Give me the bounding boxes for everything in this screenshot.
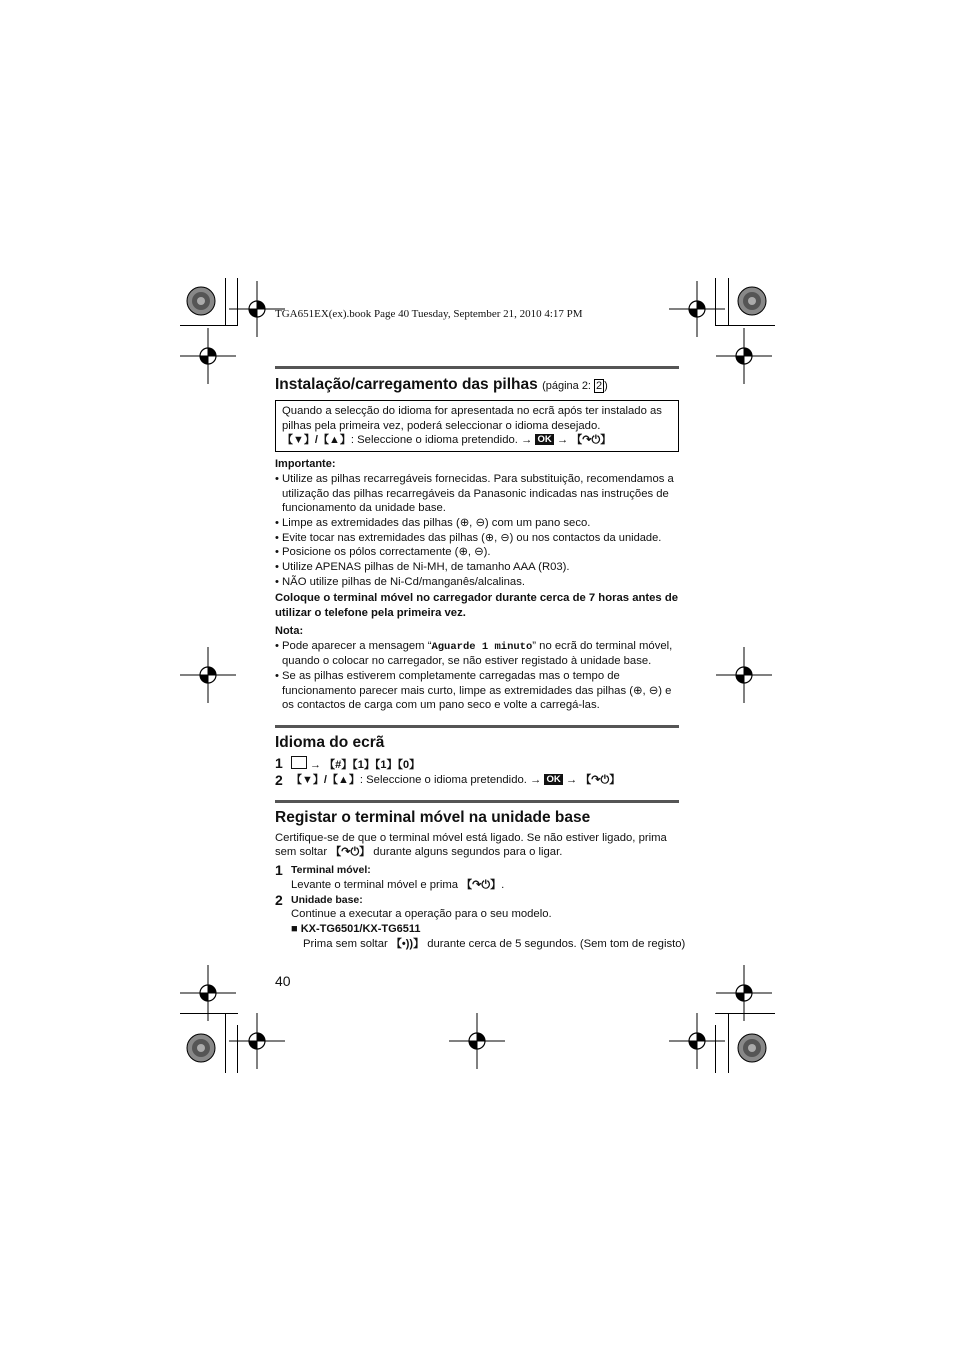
step-2: 2 Unidade base: Continue a executar a operação para o seu modelo. bbox=[275, 891, 552, 921]
list-item: • NÃO utilize pilhas de Ni-Cd/manganês/alcalinas. bbox=[275, 575, 679, 590]
importante-list bbox=[275, 472, 679, 590]
ok-key-icon: OK bbox=[537, 434, 552, 446]
model-heading: ■ KX-TG6501/KX-TG6511 bbox=[291, 922, 421, 935]
box-line-3: 【▼】/【▲】: Seleccione o idioma pretendido. → OK → 【↷⏻】 bbox=[282, 434, 612, 447]
off-key-icon: 【↷⏻】 bbox=[571, 434, 612, 447]
list-item: • Utilize as pilhas recarregáveis fornecidas. Para substituição, recomendamos a utilização das pilhas recarregáveis da Panasonic indicadas nas instruções de funcionamento da unidade base. bbox=[275, 472, 679, 516]
section-title-instalacao bbox=[275, 375, 679, 396]
off-key-icon: 【↷⏻】 bbox=[461, 878, 502, 891]
charge-instruction: Coloque o terminal móvel no carregador durante cerca de 7 horas antes de utilizar o telefone pela primeira vez. bbox=[275, 592, 679, 620]
section-rule bbox=[275, 725, 679, 728]
importante-label: Importante: bbox=[275, 458, 336, 471]
ok-key-icon: OK bbox=[546, 773, 561, 785]
list-item: • Pode aparecer a mensagem “Aguarde 1 minuto” no ecrã do terminal móvel, quando o colocar no carregador, se não estiver registado à unidade base. bbox=[275, 639, 679, 669]
page-number: 40 bbox=[275, 973, 291, 989]
section-rule bbox=[275, 366, 679, 369]
step-1: 1 → 【#】【1】【1】【0】 bbox=[275, 755, 421, 772]
page-ref: (página 2: 2 ) bbox=[542, 380, 608, 392]
list-item: • Posicione os pólos correctamente (⊕, ⊖). bbox=[275, 545, 679, 560]
step-2: 2 【▼】/【▲】: Seleccione o idioma pretendido. → OK → 【↷⏻】 bbox=[275, 771, 621, 788]
page-content bbox=[275, 366, 686, 951]
section-title-registar: Registar o terminal móvel na unidade base bbox=[275, 808, 591, 826]
nota-list bbox=[275, 639, 679, 714]
locator-key-icon: 【•))】 bbox=[390, 937, 425, 950]
section-title-idioma: Idioma do ecrã bbox=[275, 734, 385, 752]
off-key-icon: 【↷⏻】 bbox=[330, 846, 371, 859]
register-intro: Certifique-se de que o terminal móvel está ligado. Se não estiver ligado, prima sem soltar 【↷⏻】 durante alguns segundos para o ligar. bbox=[275, 831, 667, 859]
off-key-icon: 【↷⏻】 bbox=[580, 773, 621, 786]
box-line-1: Quando a selecção do idioma for apresentada no ecrã após ter instalado as bbox=[282, 405, 662, 417]
section-title-text: Instalação/carregamento das pilhas bbox=[275, 376, 538, 393]
step-1: 1 Terminal móvel: Levante o terminal móvel e prima 【↷⏻】. bbox=[275, 862, 505, 891]
language-note-box bbox=[275, 400, 679, 452]
list-item: • Se as pilhas estiverem completamente carregadas mas o tempo de funcionamento parecer mais curto, limpe as extremidades das pilhas (⊕, ⊖) e os contactos de carga com um pano seco e volte a carregá-las. bbox=[275, 669, 679, 713]
menu-icon bbox=[291, 756, 307, 769]
list-item: • Limpe as extremidades das pilhas (⊕, ⊖) com um pano seco. bbox=[275, 516, 679, 531]
list-item: • Utilize APENAS pilhas de Ni-MH, de tamanho AAA (R03). bbox=[275, 560, 679, 575]
book-header: TGA651EX(ex).book Page 40 Tuesday, September 21, 2010 4:17 PM bbox=[275, 308, 583, 320]
model-instruction: Prima sem soltar 【•))】 durante cerca de 5 segundos. (Sem tom de registo) bbox=[303, 937, 686, 950]
nota-label: Nota: bbox=[275, 624, 304, 637]
list-item: • Evite tocar nas extremidades das pilhas (⊕, ⊖) ou nos contactos da unidade. bbox=[275, 531, 679, 546]
box-line-2: pilhas pela primeira vez, poderá seleccionar o idioma desejado. bbox=[282, 419, 601, 432]
section-rule bbox=[275, 800, 679, 803]
